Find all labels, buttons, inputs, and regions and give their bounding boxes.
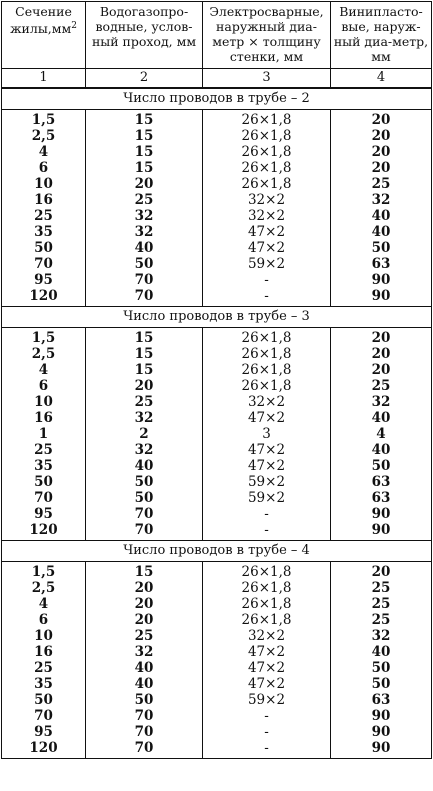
- table-row: [2, 676, 432, 692]
- table-row: [2, 288, 432, 307]
- section-header-row: [2, 541, 432, 562]
- cell-vinyl-pipe: 90: [331, 522, 432, 541]
- cell-electrowelded-pipe: 47×2: [203, 458, 331, 474]
- column-number: 3: [203, 69, 331, 89]
- table-row: [2, 644, 432, 660]
- cell-electrowelded-pipe: 47×2: [203, 660, 331, 676]
- section-title: Число проводов в трубе – 3: [2, 307, 432, 328]
- cell-vinyl-pipe: 63: [331, 256, 432, 272]
- cell-electrowelded-pipe: 32×2: [203, 208, 331, 224]
- header-cross-section-sup: 2: [71, 21, 77, 31]
- cell-vinyl-pipe: 25: [331, 580, 432, 596]
- cell-cross-section: 2,5: [2, 580, 86, 596]
- cell-vinyl-pipe: 20: [331, 346, 432, 362]
- cell-cross-section: 16: [2, 192, 86, 208]
- cell-cross-section: 95: [2, 724, 86, 740]
- cell-water-gas-pipe: 70: [86, 506, 203, 522]
- cell-vinyl-pipe: 90: [331, 288, 432, 307]
- cell-cross-section: 35: [2, 458, 86, 474]
- cell-water-gas-pipe: 70: [86, 272, 203, 288]
- header-row: [2, 2, 432, 69]
- table-row: [2, 346, 432, 362]
- cell-cross-section: 120: [2, 522, 86, 541]
- cell-electrowelded-pipe: 26×1,8: [203, 596, 331, 612]
- cell-vinyl-pipe: 4: [331, 426, 432, 442]
- cell-water-gas-pipe: 15: [86, 128, 203, 144]
- cell-vinyl-pipe: 90: [331, 708, 432, 724]
- table-row: [2, 328, 432, 347]
- cell-electrowelded-pipe: -: [203, 724, 331, 740]
- cell-vinyl-pipe: 90: [331, 506, 432, 522]
- cell-electrowelded-pipe: 26×1,8: [203, 362, 331, 378]
- cell-electrowelded-pipe: 47×2: [203, 442, 331, 458]
- cell-water-gas-pipe: 20: [86, 612, 203, 628]
- cell-cross-section: 70: [2, 490, 86, 506]
- table-row: [2, 692, 432, 708]
- cell-vinyl-pipe: 25: [331, 176, 432, 192]
- column-number: 2: [86, 69, 203, 89]
- cell-cross-section: 50: [2, 692, 86, 708]
- cell-vinyl-pipe: 20: [331, 128, 432, 144]
- table-row: [2, 110, 432, 129]
- table-row: [2, 378, 432, 394]
- table-row: [2, 160, 432, 176]
- cell-cross-section: 95: [2, 272, 86, 288]
- cell-electrowelded-pipe: 47×2: [203, 410, 331, 426]
- cell-vinyl-pipe: 32: [331, 628, 432, 644]
- cell-electrowelded-pipe: 3: [203, 426, 331, 442]
- cell-water-gas-pipe: 15: [86, 328, 203, 347]
- cell-vinyl-pipe: 20: [331, 160, 432, 176]
- section-title: Число проводов в трубе – 4: [2, 541, 432, 562]
- table-row: [2, 240, 432, 256]
- cell-vinyl-pipe: 63: [331, 474, 432, 490]
- cell-cross-section: 95: [2, 506, 86, 522]
- table-row: [2, 144, 432, 160]
- cell-cross-section: 50: [2, 240, 86, 256]
- header-vinyl-pipes: Винипласто-вые, наруж-ный диа-метр, мм: [331, 2, 432, 69]
- cell-cross-section: 4: [2, 144, 86, 160]
- cell-water-gas-pipe: 20: [86, 596, 203, 612]
- table-row: [2, 474, 432, 490]
- table-row: [2, 362, 432, 378]
- cell-water-gas-pipe: 40: [86, 660, 203, 676]
- cell-vinyl-pipe: 40: [331, 224, 432, 240]
- cell-water-gas-pipe: 15: [86, 362, 203, 378]
- cell-water-gas-pipe: 70: [86, 740, 203, 759]
- cell-vinyl-pipe: 25: [331, 596, 432, 612]
- conduit-table: [1, 1, 432, 759]
- table-row: [2, 426, 432, 442]
- cell-vinyl-pipe: 40: [331, 644, 432, 660]
- cell-vinyl-pipe: 90: [331, 272, 432, 288]
- cell-cross-section: 1,5: [2, 562, 86, 581]
- cell-cross-section: 35: [2, 676, 86, 692]
- cell-electrowelded-pipe: -: [203, 708, 331, 724]
- cell-cross-section: 1,5: [2, 110, 86, 129]
- cell-electrowelded-pipe: 59×2: [203, 256, 331, 272]
- cell-cross-section: 25: [2, 208, 86, 224]
- cell-cross-section: 2,5: [2, 128, 86, 144]
- cell-cross-section: 10: [2, 628, 86, 644]
- cell-vinyl-pipe: 20: [331, 362, 432, 378]
- cell-water-gas-pipe: 32: [86, 208, 203, 224]
- cell-electrowelded-pipe: 26×1,8: [203, 346, 331, 362]
- cell-cross-section: 4: [2, 596, 86, 612]
- cell-electrowelded-pipe: 26×1,8: [203, 144, 331, 160]
- cell-water-gas-pipe: 32: [86, 644, 203, 660]
- cell-vinyl-pipe: 50: [331, 660, 432, 676]
- cell-cross-section: 16: [2, 644, 86, 660]
- table-row: [2, 128, 432, 144]
- table-body: [2, 88, 432, 759]
- section-header-row: [2, 307, 432, 328]
- cell-water-gas-pipe: 20: [86, 378, 203, 394]
- table-row: [2, 272, 432, 288]
- table-row: [2, 394, 432, 410]
- cell-water-gas-pipe: 20: [86, 176, 203, 192]
- cell-water-gas-pipe: 32: [86, 410, 203, 426]
- cell-cross-section: 25: [2, 442, 86, 458]
- cell-electrowelded-pipe: -: [203, 506, 331, 522]
- cell-water-gas-pipe: 40: [86, 458, 203, 474]
- cell-cross-section: 35: [2, 224, 86, 240]
- table-row: [2, 490, 432, 506]
- cell-electrowelded-pipe: 26×1,8: [203, 580, 331, 596]
- cell-cross-section: 6: [2, 378, 86, 394]
- cell-electrowelded-pipe: 32×2: [203, 394, 331, 410]
- cell-electrowelded-pipe: 32×2: [203, 192, 331, 208]
- cell-water-gas-pipe: 50: [86, 474, 203, 490]
- cell-cross-section: 2,5: [2, 346, 86, 362]
- table-row: [2, 458, 432, 474]
- cell-electrowelded-pipe: 47×2: [203, 240, 331, 256]
- cell-cross-section: 4: [2, 362, 86, 378]
- cell-water-gas-pipe: 32: [86, 224, 203, 240]
- column-number-row: [2, 69, 432, 89]
- table-row: [2, 522, 432, 541]
- table-row: [2, 506, 432, 522]
- cell-vinyl-pipe: 90: [331, 724, 432, 740]
- cell-water-gas-pipe: 15: [86, 144, 203, 160]
- cell-vinyl-pipe: 40: [331, 442, 432, 458]
- header-cross-section-line1: Сечение: [15, 4, 72, 19]
- cell-water-gas-pipe: 70: [86, 288, 203, 307]
- table-row: [2, 740, 432, 759]
- cell-electrowelded-pipe: 26×1,8: [203, 160, 331, 176]
- table-row: [2, 192, 432, 208]
- cell-water-gas-pipe: 70: [86, 708, 203, 724]
- cell-water-gas-pipe: 25: [86, 394, 203, 410]
- cell-electrowelded-pipe: 59×2: [203, 692, 331, 708]
- cell-cross-section: 16: [2, 410, 86, 426]
- cell-vinyl-pipe: 50: [331, 676, 432, 692]
- table-row: [2, 442, 432, 458]
- cell-electrowelded-pipe: -: [203, 522, 331, 541]
- cell-electrowelded-pipe: 47×2: [203, 644, 331, 660]
- cell-cross-section: 120: [2, 288, 86, 307]
- cell-electrowelded-pipe: 32×2: [203, 628, 331, 644]
- cell-water-gas-pipe: 25: [86, 192, 203, 208]
- table-row: [2, 562, 432, 581]
- table-row: [2, 256, 432, 272]
- cell-water-gas-pipe: 15: [86, 562, 203, 581]
- cell-cross-section: 25: [2, 660, 86, 676]
- cell-water-gas-pipe: 40: [86, 676, 203, 692]
- cell-electrowelded-pipe: 59×2: [203, 490, 331, 506]
- cell-electrowelded-pipe: 26×1,8: [203, 128, 331, 144]
- cell-electrowelded-pipe: 47×2: [203, 224, 331, 240]
- cell-cross-section: 70: [2, 256, 86, 272]
- cell-vinyl-pipe: 90: [331, 740, 432, 759]
- table-row: [2, 176, 432, 192]
- table-row: [2, 612, 432, 628]
- cell-electrowelded-pipe: 47×2: [203, 676, 331, 692]
- cell-cross-section: 6: [2, 160, 86, 176]
- cell-cross-section: 120: [2, 740, 86, 759]
- section-title: Число проводов в трубе – 2: [2, 88, 432, 110]
- header-cross-section-line2: жилы,мм: [10, 21, 72, 37]
- cell-vinyl-pipe: 40: [331, 410, 432, 426]
- cell-vinyl-pipe: 63: [331, 692, 432, 708]
- cell-vinyl-pipe: 63: [331, 490, 432, 506]
- cell-electrowelded-pipe: 26×1,8: [203, 378, 331, 394]
- cell-water-gas-pipe: 15: [86, 160, 203, 176]
- cell-cross-section: 1,5: [2, 328, 86, 347]
- cell-cross-section: 10: [2, 176, 86, 192]
- column-number: 4: [331, 69, 432, 89]
- cell-electrowelded-pipe: -: [203, 740, 331, 759]
- cell-water-gas-pipe: 70: [86, 522, 203, 541]
- cell-vinyl-pipe: 40: [331, 208, 432, 224]
- table-row: [2, 410, 432, 426]
- cell-water-gas-pipe: 50: [86, 692, 203, 708]
- cell-water-gas-pipe: 32: [86, 442, 203, 458]
- cell-vinyl-pipe: 32: [331, 192, 432, 208]
- cell-water-gas-pipe: 40: [86, 240, 203, 256]
- cell-vinyl-pipe: 32: [331, 394, 432, 410]
- header-water-gas-pipes: Водогазопро-водные, услов-ный проход, мм: [86, 2, 203, 69]
- cell-cross-section: 10: [2, 394, 86, 410]
- header-cross-section: [2, 2, 86, 69]
- cell-water-gas-pipe: 25: [86, 628, 203, 644]
- table-row: [2, 580, 432, 596]
- cell-vinyl-pipe: 20: [331, 328, 432, 347]
- cell-cross-section: 1: [2, 426, 86, 442]
- cell-electrowelded-pipe: 26×1,8: [203, 562, 331, 581]
- table-row: [2, 208, 432, 224]
- cell-vinyl-pipe: 20: [331, 562, 432, 581]
- table-row: [2, 724, 432, 740]
- cell-water-gas-pipe: 2: [86, 426, 203, 442]
- cell-vinyl-pipe: 20: [331, 110, 432, 129]
- cell-vinyl-pipe: 20: [331, 144, 432, 160]
- cell-water-gas-pipe: 50: [86, 490, 203, 506]
- cell-vinyl-pipe: 50: [331, 458, 432, 474]
- cell-electrowelded-pipe: 26×1,8: [203, 176, 331, 192]
- cell-water-gas-pipe: 50: [86, 256, 203, 272]
- column-number: 1: [2, 69, 86, 89]
- cell-vinyl-pipe: 25: [331, 612, 432, 628]
- table-row: [2, 628, 432, 644]
- cell-electrowelded-pipe: 26×1,8: [203, 612, 331, 628]
- cell-electrowelded-pipe: 26×1,8: [203, 328, 331, 347]
- cell-water-gas-pipe: 70: [86, 724, 203, 740]
- cell-cross-section: 6: [2, 612, 86, 628]
- cell-vinyl-pipe: 25: [331, 378, 432, 394]
- table-row: [2, 660, 432, 676]
- cell-cross-section: 70: [2, 708, 86, 724]
- cell-electrowelded-pipe: 59×2: [203, 474, 331, 490]
- table-row: [2, 224, 432, 240]
- cell-electrowelded-pipe: 26×1,8: [203, 110, 331, 129]
- cell-water-gas-pipe: 20: [86, 580, 203, 596]
- cell-water-gas-pipe: 15: [86, 110, 203, 129]
- cell-cross-section: 50: [2, 474, 86, 490]
- cell-water-gas-pipe: 15: [86, 346, 203, 362]
- section-header-row: [2, 88, 432, 110]
- table-row: [2, 596, 432, 612]
- table-row: [2, 708, 432, 724]
- cell-electrowelded-pipe: -: [203, 272, 331, 288]
- cell-electrowelded-pipe: -: [203, 288, 331, 307]
- header-electrowelded-pipes: Электросварные, наружный диа-метр × толщину стенки, мм: [203, 2, 331, 69]
- cell-vinyl-pipe: 50: [331, 240, 432, 256]
